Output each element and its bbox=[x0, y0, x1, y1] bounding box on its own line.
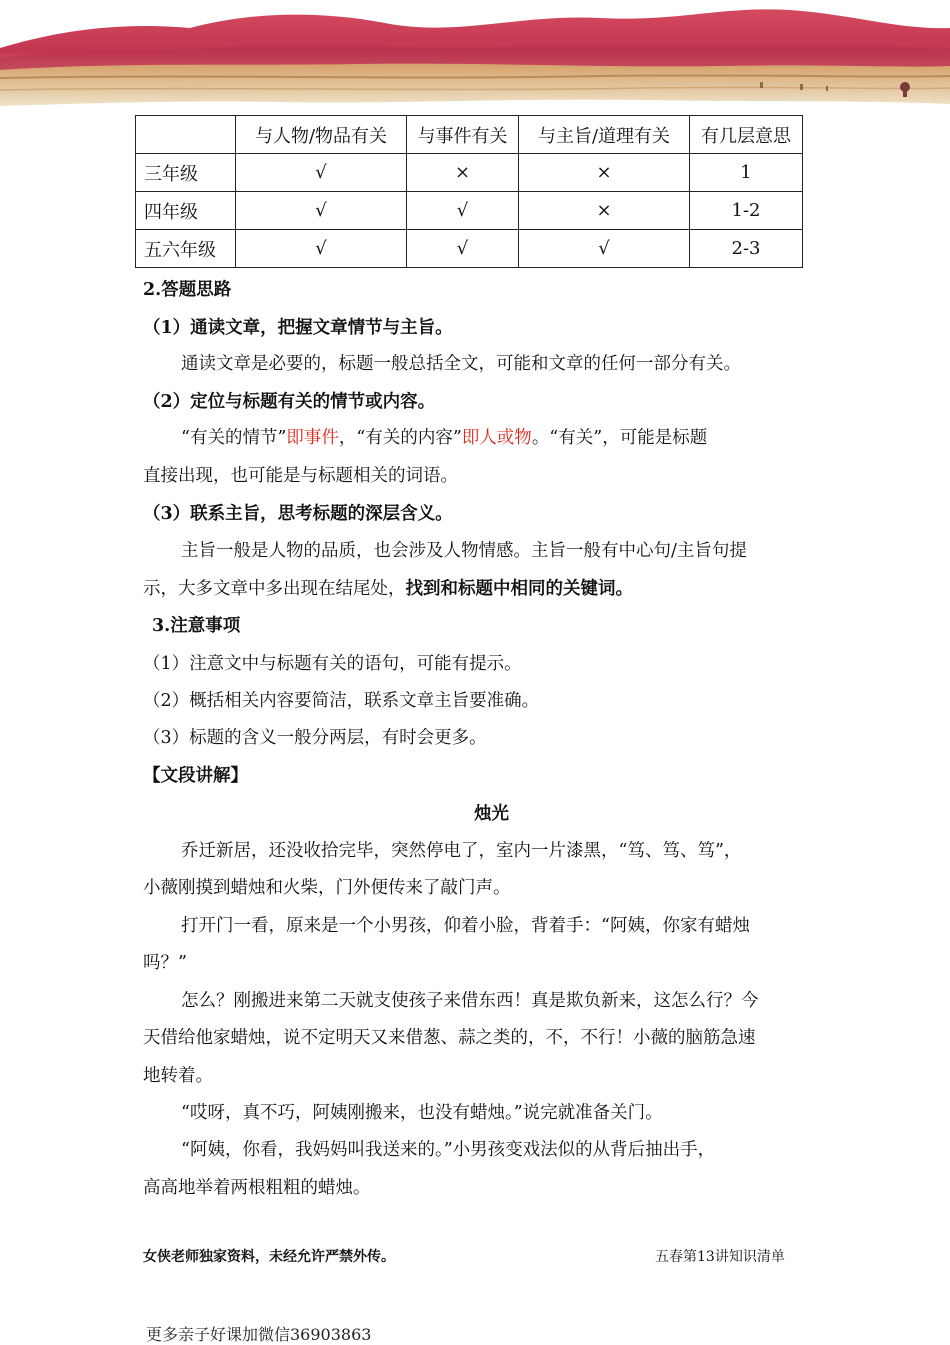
highlight-text: 即人或物 bbox=[461, 428, 532, 448]
table-cell: 1-2 bbox=[690, 192, 803, 230]
passage-label: 【文段讲解】 bbox=[143, 766, 248, 786]
passage-line: 地转着。 bbox=[143, 1066, 213, 1086]
header-landscape-banner bbox=[0, 0, 950, 115]
text-span: 。“有关”，可能是标题 bbox=[531, 428, 708, 448]
text-span: “有关的情节” bbox=[181, 428, 287, 448]
table-row bbox=[136, 192, 803, 230]
passage-line: 吗？” bbox=[143, 953, 187, 973]
table-header-row bbox=[136, 116, 803, 154]
section-heading-answer-approach: 2.答题思路 bbox=[143, 280, 232, 300]
paragraph-line: 通读文章是必要的，标题一般总括全文，可能和文章的任何一部分有关。 bbox=[181, 354, 741, 374]
grade-cell: 四年级 bbox=[136, 192, 236, 230]
table-cell: × bbox=[519, 154, 690, 192]
emphasis-text: 找到和标题中相同的关键词。 bbox=[405, 579, 633, 599]
table-cell: √ bbox=[236, 192, 407, 230]
passage-line: 打开门一看，原来是一个小男孩，仰着小脸，背着手：“阿姨，你家有蜡烛 bbox=[181, 916, 750, 936]
paragraph-line bbox=[143, 575, 633, 600]
paragraph-line: 直接出现，也可能是与标题相关的词语。 bbox=[143, 466, 458, 486]
table-header-cell: 与人物/物品有关 bbox=[236, 116, 407, 154]
table-cell: √ bbox=[519, 230, 690, 268]
passage-line: “阿姨，你看，我妈妈叫我送来的。”小男孩变戏法似的从背后抽出手， bbox=[181, 1140, 716, 1160]
table-cell: √ bbox=[407, 230, 519, 268]
list-item: （1）注意文中与标题有关的语句，可能有提示。 bbox=[143, 654, 522, 674]
table-cell: √ bbox=[236, 154, 407, 192]
table-header-cell: 与事件有关 bbox=[407, 116, 519, 154]
highlight-text: 即事件 bbox=[286, 428, 339, 448]
grade-cell: 五六年级 bbox=[136, 230, 236, 268]
passage-title: 烛光 bbox=[474, 804, 509, 824]
table-cell: 1 bbox=[690, 154, 803, 192]
table-cell: × bbox=[519, 192, 690, 230]
text-span: 示，大多文章中多出现在结尾处， bbox=[143, 579, 406, 599]
table-cell: 2-3 bbox=[690, 230, 803, 268]
grade-cell: 三年级 bbox=[136, 154, 236, 192]
paragraph-line bbox=[181, 424, 707, 449]
passage-line: 乔迁新居，还没收拾完毕，突然停电了，室内一片漆黑，“笃、笃、笃”， bbox=[181, 841, 742, 861]
table-row bbox=[136, 230, 803, 268]
table-cell: √ bbox=[407, 192, 519, 230]
table-header-cell: 有几层意思 bbox=[690, 116, 803, 154]
passage-line: 天借给他家蜡烛，说不定明天又来借葱、蒜之类的，不，不行！小薇的脑筋急速 bbox=[143, 1028, 756, 1048]
watermark-text: 更多亲子好课加微信36903863 bbox=[146, 1325, 372, 1344]
grade-comparison-table bbox=[135, 115, 803, 268]
table-row bbox=[136, 154, 803, 192]
footer-copyright: 女侠老师独家资料，未经允许严禁外传。 bbox=[143, 1249, 395, 1265]
step-heading: （2）定位与标题有关的情节或内容。 bbox=[143, 392, 436, 412]
table-cell: × bbox=[407, 154, 519, 192]
list-item: （3）标题的含义一般分两层，有时会更多。 bbox=[143, 728, 487, 748]
step-heading: （3）联系主旨，思考标题的深层含义。 bbox=[143, 504, 453, 524]
passage-line: 高高地举着两根粗粗的蜡烛。 bbox=[143, 1178, 371, 1198]
list-item: （2）概括相关内容要简洁，联系文章主旨要准确。 bbox=[143, 691, 540, 711]
section-heading-notes: 3.注意事项 bbox=[152, 616, 241, 636]
text-span: ，“有关的内容” bbox=[338, 428, 462, 448]
table-header-cell: 与主旨/道理有关 bbox=[519, 116, 690, 154]
table-header-cell bbox=[136, 116, 236, 154]
paragraph-line: 主旨一般是人物的品质，也会涉及人物情感。主旨一般有中心句/主旨句提 bbox=[181, 541, 747, 561]
table-cell: √ bbox=[236, 230, 407, 268]
footer-lesson-label: 五春第13讲知识清单 bbox=[655, 1249, 785, 1265]
passage-line: 怎么？刚搬进来第二天就支使孩子来借东西！真是欺负新来，这怎么行？今 bbox=[181, 991, 759, 1011]
passage-line: “哎呀，真不巧，阿姨刚搬来，也没有蜡烛。”说完就准备关门。 bbox=[181, 1103, 663, 1123]
step-heading: （1）通读文章，把握文章情节与主旨。 bbox=[143, 318, 453, 338]
passage-line: 小薇刚摸到蜡烛和火柴，门外便传来了敲门声。 bbox=[143, 878, 511, 898]
